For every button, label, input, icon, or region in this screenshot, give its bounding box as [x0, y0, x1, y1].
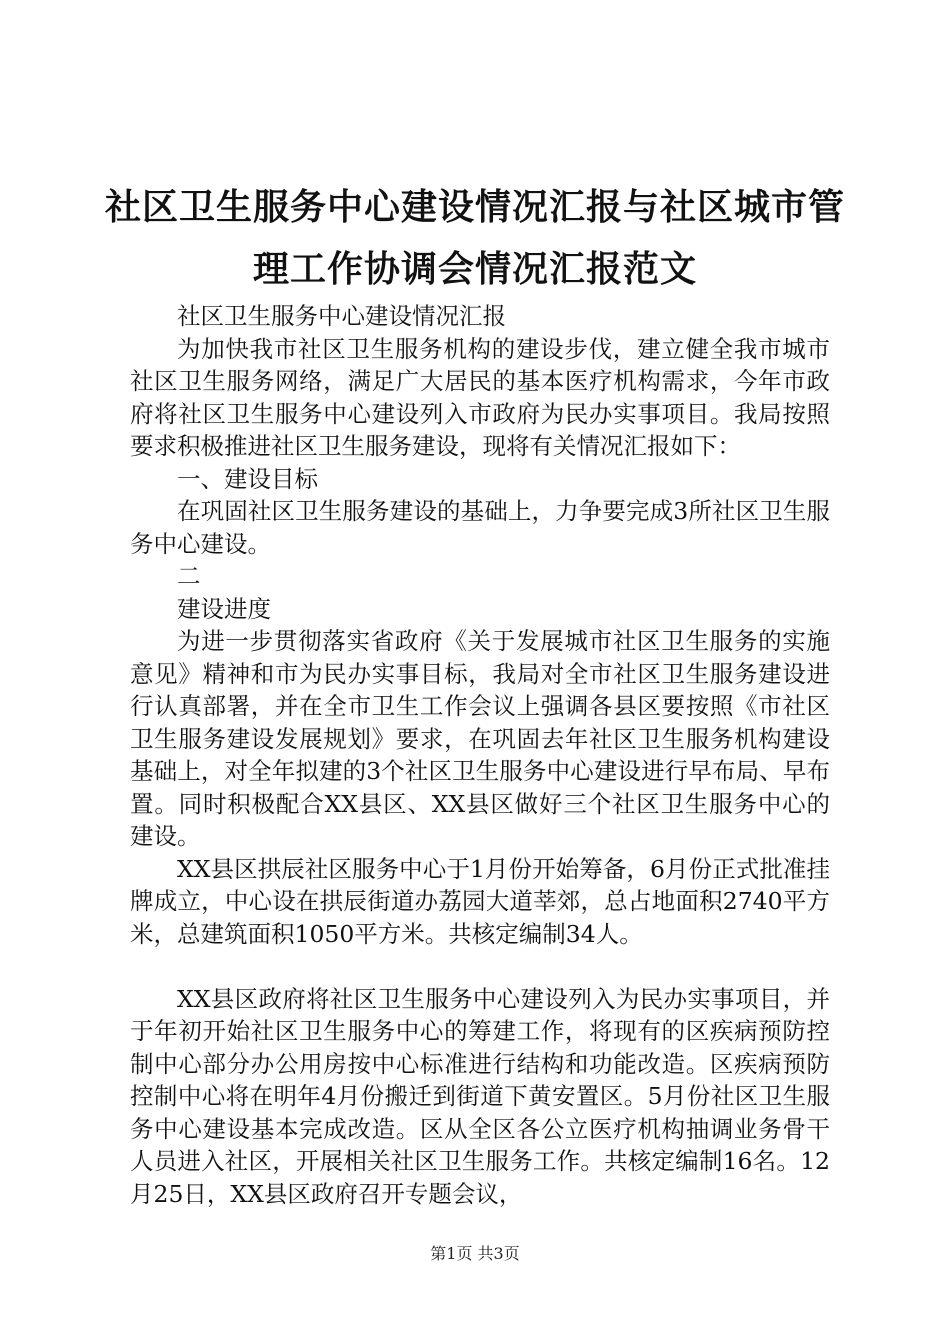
- section-number: 二: [177, 562, 201, 590]
- section-heading: 社区卫生服务中心建设情况汇报: [177, 302, 506, 330]
- body-paragraph: 为进一步贯彻落实省政府《关于发展城市社区卫生服务的实施意见》精神和市为民办实事目标，我局对全市社区卫生服务建设进行认真部署，并在全市卫生工作会议上强调各县区要按照《市社区卫生服务建设发展规划》要求，在巩固去年社区卫生服务机构建设基础上，对全年拟建的3个社区卫生服务中心建设进行早布局、早布置。同时积极配合XX县区、XX县区做好三个社区卫生服务中心的建设。: [130, 627, 830, 850]
- section-heading: 建设进度: [177, 594, 271, 623]
- body-paragraph: 在巩固社区卫生服务建设的基础上，力争要完成3所社区卫生服务中心建设。: [130, 497, 830, 558]
- page-footer: 第1页 共3页: [430, 1244, 520, 1263]
- body-paragraph: 为加快我市社区卫生服务机构的建设步伐，建立健全我市城市社区卫生服务网络，满足广大居民的基本医疗机构需求，今年市政府将社区卫生服务中心建设列入市政府为民办实事项目。我局按照要求积极推进社区卫生服务建设，现将有关情况汇报如下：: [130, 334, 830, 460]
- document-body: [130, 300, 830, 1210]
- section-heading: 一、建设目标: [177, 464, 318, 493]
- body-paragraph: XX县区政府将社区卫生服务中心建设列入为民办实事项目，并于年初开始社区卫生服务中心的筹建工作，将现有的区疾病预防控制中心部分办公用房按中心标准进行结构和功能改造。区疾病预防控制中心将在明年4月份搬迁到街道下黄安置区。5月份社区卫生服务中心建设基本完成改造。区从全区各公立医疗机构抽调业务骨干人员进入社区，开展相关社区卫生服务工作。共核定编制16名。12月25日，XX县区政府召开专题会议，: [130, 984, 830, 1208]
- document-title-line-1: 社区卫生服务中心建设情况汇报与社区城市管: [104, 187, 845, 228]
- document-title-line-2: 理工作协调会情况汇报范文: [252, 249, 697, 290]
- body-paragraph: XX县区拱辰社区服务中心于1月份开始筹备，6月份正式批准挂牌成立，中心设在拱辰街道办荔园大道莘郊，总占地面积2740平方米，总建筑面积1050平方米。共核定编制34人。: [130, 854, 830, 948]
